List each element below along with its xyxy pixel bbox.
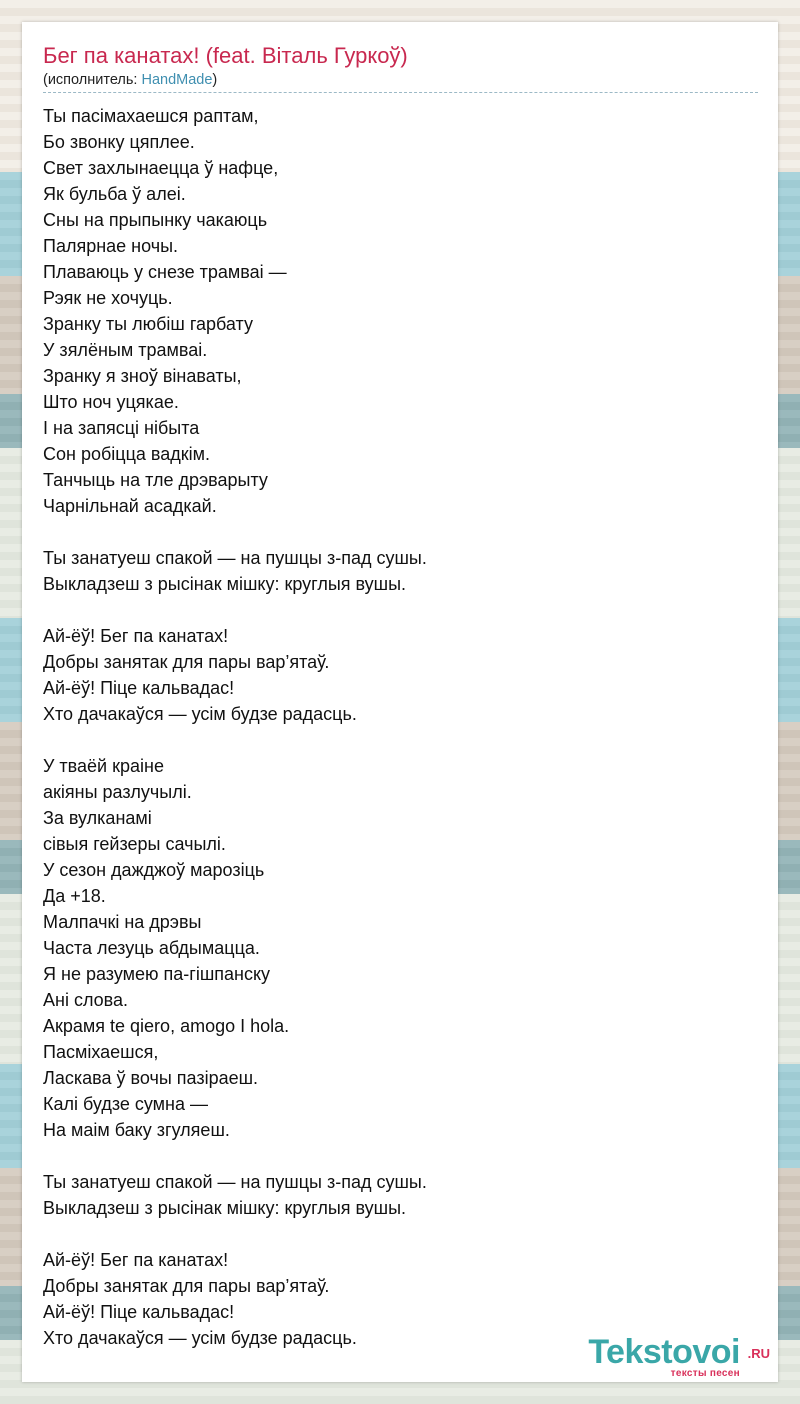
lyrics-body: [43, 103, 758, 1351]
logo-wordmark: Tekstovoi: [588, 1333, 740, 1371]
lyric-line: Добры занятак для пары вар’ятаў.: [43, 652, 330, 672]
lyric-line: акіяны разлучылі.: [43, 782, 192, 802]
lyric-line: Бо звонку цяплее.: [43, 132, 195, 152]
lyric-line: Ты пасімахаешся раптам,: [43, 106, 259, 126]
lyric-line: Ты занатуеш спакой — на пушцы з-пад сушы.: [43, 1172, 427, 1192]
lyric-line: Ай-ёў! Бег па канатах!: [43, 1250, 229, 1270]
lyric-line: Калі будзе сумна —: [43, 1094, 209, 1114]
lyric-line: Плаваюць у снезе трамваі —: [43, 262, 287, 282]
lyric-line: Ай-ёў! Піце кальвадас!: [43, 678, 235, 698]
lyric-line: У тваёй краіне: [43, 756, 164, 776]
lyric-line: Акрамя te qiero, amogo I hola.: [43, 1016, 290, 1036]
lyric-line: Свет захлынаецца ў нафце,: [43, 158, 279, 178]
lyric-line: Ані слова.: [43, 990, 129, 1010]
lyric-line: Сон робіцца вадкім.: [43, 444, 211, 464]
lyric-line: Палярнае ночы.: [43, 236, 179, 256]
stanza-break: [43, 727, 758, 753]
lyric-line: За вулканамі: [43, 808, 152, 828]
lyric-line: сівыя гейзеры сачылі.: [43, 834, 226, 854]
lyric-line: Ласкава ў вочы пазіраеш.: [43, 1068, 259, 1088]
stanza-break: [43, 519, 758, 545]
lyric-line: У сезон дажджоў марозіць: [43, 860, 265, 880]
lyric-line: Я не разумею па-гішпанску: [43, 964, 271, 984]
stanza-break: [43, 1143, 758, 1169]
lyric-line: Як бульба ў алеі.: [43, 184, 186, 204]
tekstovoi-logo[interactable]: [560, 1334, 770, 1382]
lyric-line: Што ноч уцякае.: [43, 392, 179, 412]
lyric-line: Ай-ёў! Піце кальвадас!: [43, 1302, 235, 1322]
lyric-line: Ай-ёў! Бег па канатах!: [43, 626, 229, 646]
lyric-line: Хто дачакаўся — усім будзе радасць.: [43, 1328, 357, 1348]
lyric-line: Чарнільнай асадкай.: [43, 496, 217, 516]
lyric-line: У зялёным трамваі.: [43, 340, 208, 360]
artist-link[interactable]: HandMade: [141, 72, 213, 88]
lyric-line: Ты занатуеш спакой — на пушцы з-пад сушы.: [43, 548, 427, 568]
lyric-line: Танчыць на тле дрэварыту: [43, 470, 268, 490]
lyric-line: На маім баку згуляеш.: [43, 1120, 230, 1140]
lyrics-card: [22, 22, 778, 1382]
lyric-line: Хто дачакаўся — усім будзе радасць.: [43, 704, 357, 724]
lyric-line: Зранку я зноў вінаваты,: [43, 366, 242, 386]
logo-domain: .RU: [747, 1346, 770, 1361]
logo-tagline: тексты песен: [670, 1368, 740, 1379]
lyric-line: Да +18.: [43, 886, 106, 906]
stanza-break: [43, 597, 758, 623]
artist-line: [43, 70, 758, 93]
lyric-line: Сны на прыпынку чакаюць: [43, 210, 268, 230]
lyric-line: Выкладзеш з рысінак мішку: круглыя вушы.: [43, 574, 407, 594]
lyric-line: Зранку ты любіш гарбату: [43, 314, 253, 334]
stanza-break: [43, 1221, 758, 1247]
song-title: Бег па канатах! (feat. Віталь Гуркоў): [43, 43, 408, 68]
lyric-line: І на запясці нібыта: [43, 418, 200, 438]
lyric-line: Пасміхаешся,: [43, 1042, 159, 1062]
lyric-line: Малпачкі на дрэвы: [43, 912, 202, 932]
lyric-line: Часта лезуць абдымацца.: [43, 938, 260, 958]
artist-suffix: ): [212, 72, 218, 88]
lyric-line: Рэяк не хочуць.: [43, 288, 173, 308]
artist-prefix: (исполнитель:: [43, 72, 142, 88]
lyric-line: Выкладзеш з рысінак мішку: круглыя вушы.: [43, 1198, 407, 1218]
lyric-line: Добры занятак для пары вар’ятаў.: [43, 1276, 330, 1296]
